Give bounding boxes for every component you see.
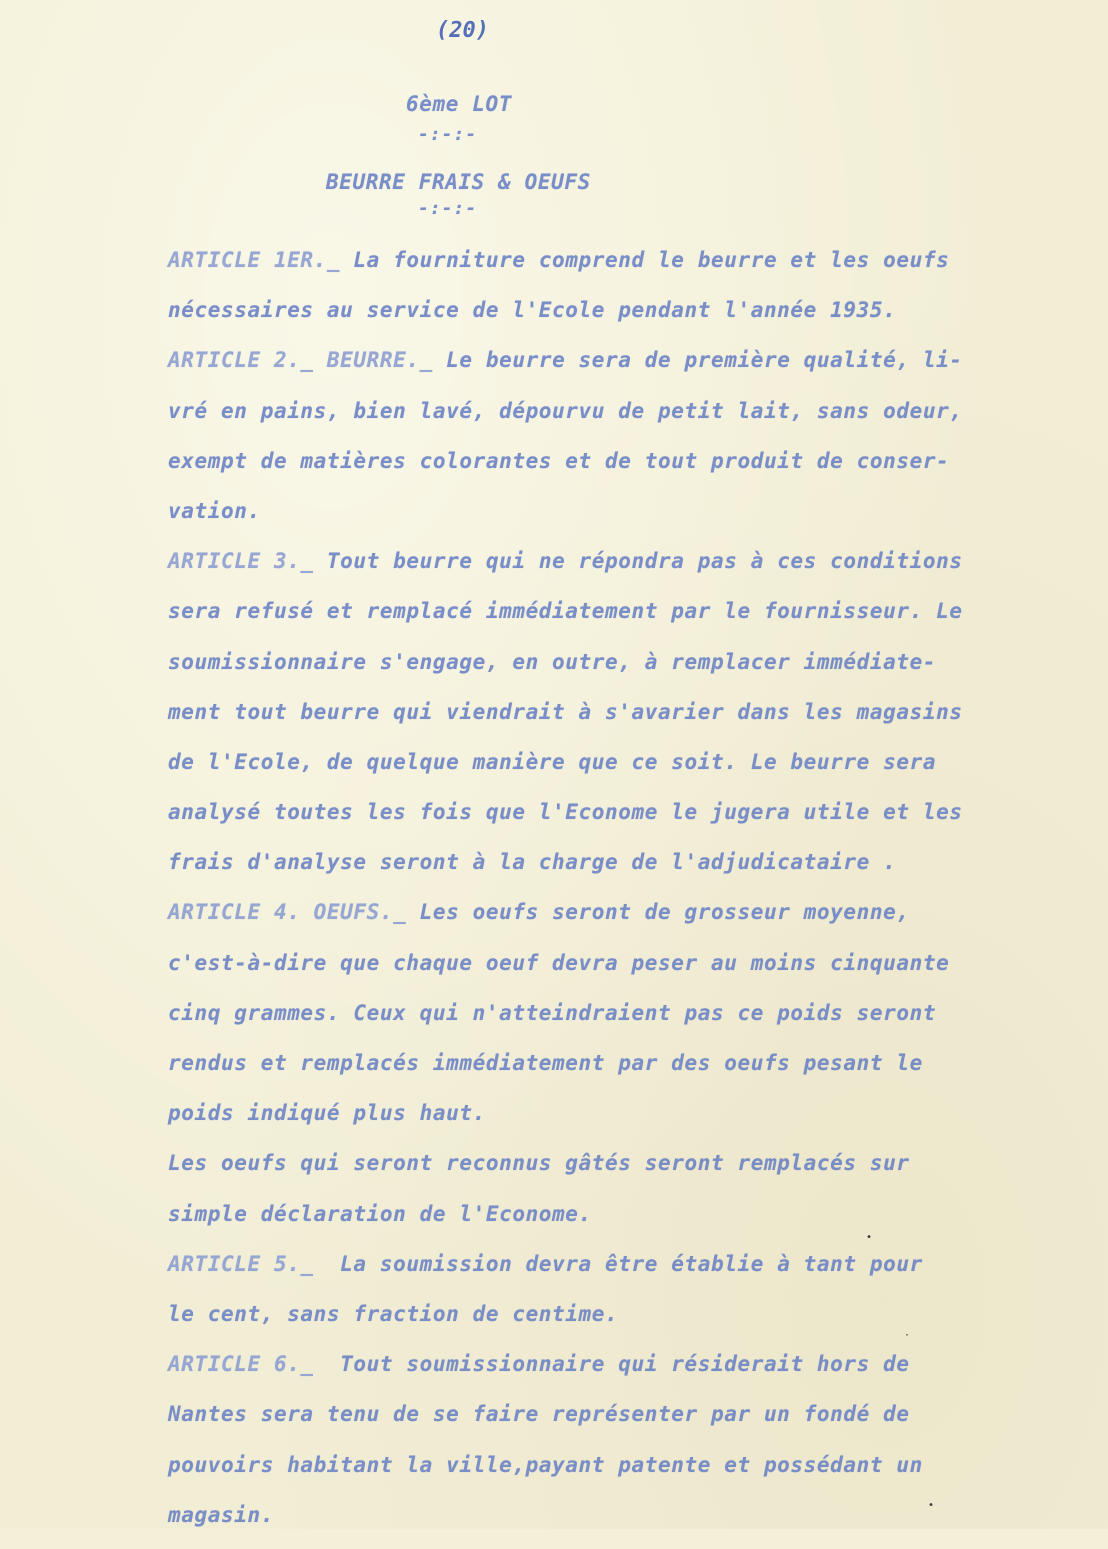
ornament-divider: -:-:- [418, 124, 478, 145]
text-line [168, 846, 1104, 896]
ornament-divider: -:-:- [418, 198, 478, 219]
document-body [168, 244, 1104, 1549]
line-text: Nantes sera tenu de se faire représenter par un fondé de [168, 1402, 910, 1427]
text-line [168, 896, 1104, 946]
text-line [168, 395, 1104, 445]
article-label: ARTICLE 2._ BEURRE._ [168, 348, 433, 373]
line-text: vré en pains, bien lavé, dépourvu de petit lait, sans odeur, [168, 398, 963, 423]
text-line [168, 696, 1104, 746]
line-text: soumissionnaire s'engage, en outre, à remplacer immédiate- [168, 649, 937, 674]
article-label: ARTICLE 4. OEUFS._ [168, 900, 407, 925]
article-label: ARTICLE 1ER._ [168, 248, 341, 272]
line-text: ment tout beurre qui viendrait à s'avarier dans les magasins [168, 699, 963, 724]
article-label: ARTICLE 6._ [168, 1352, 314, 1377]
line-text: Le beurre sera de première qualité, li- [432, 348, 963, 373]
line-text: Tout beurre qui ne répondra pas à ces conditions [313, 549, 963, 574]
ink-speck: • [928, 1500, 935, 1511]
text-line [168, 344, 1104, 394]
page-number: (20) [436, 18, 489, 43]
text-line [168, 495, 1104, 545]
section-title: BEURRE FRAIS & OEUFS [326, 170, 591, 194]
text-line [168, 1499, 1104, 1549]
line-text: c'est-à-dire que chaque oeuf devra peser au moins cinquante [168, 950, 950, 975]
text-line [168, 1449, 1104, 1499]
text-line [168, 947, 1104, 997]
text-line [168, 1097, 1104, 1147]
text-line [168, 545, 1104, 595]
line-text: rendus et remplacés immédiatement par des oeufs pesant le [168, 1051, 923, 1075]
line-text: poids indiqué plus haut. [168, 1101, 486, 1126]
text-line [168, 1298, 1104, 1348]
text-line [168, 1248, 1104, 1298]
line-text: sera refusé et remplacé immédiatement par le fournisseur. Le [168, 599, 963, 624]
line-text: nécessaires au service de l'Ecole pendant l'année 1935. [168, 298, 897, 323]
line-text: Tout soumissionnaire qui résiderait hors de [313, 1352, 910, 1377]
line-text: analysé toutes les fois que l'Econome le jugera utile et les [168, 800, 963, 825]
line-text: vation. [168, 498, 261, 523]
line-text: La fourniture comprend le beurre et les oeufs [340, 248, 950, 272]
article-label: ARTICLE 3._ [168, 549, 314, 574]
line-text: frais d'analyse seront à la charge de l'adjudicataire . [168, 850, 897, 875]
line-text: La soumission devra être établie à tant pour [313, 1251, 923, 1276]
text-line [168, 796, 1104, 846]
line-text: pouvoirs habitant la ville,payant patente et possédant un [168, 1452, 923, 1477]
text-line [168, 1398, 1104, 1448]
text-line [168, 595, 1104, 645]
text-line [168, 1198, 1104, 1248]
text-line [168, 244, 1104, 294]
line-text: Les oeufs seront de grosseur moyenne, [406, 900, 910, 925]
text-line [168, 997, 1104, 1047]
line-text: exempt de matières colorantes et de tout produit de conser- [168, 448, 950, 473]
text-line [168, 1348, 1104, 1398]
text-line [168, 445, 1104, 495]
text-line [168, 294, 1104, 344]
line-text: simple déclaration de l'Econome. [168, 1201, 592, 1226]
text-line [168, 746, 1104, 796]
line-text: de l'Ecole, de quelque manière que ce soit. Le beurre sera [168, 749, 937, 774]
text-line [168, 1147, 1104, 1197]
line-text: magasin. [168, 1502, 274, 1527]
text-line [168, 646, 1104, 696]
ink-speck: · [904, 1330, 911, 1341]
line-text: cinq grammes. Ceux qui n'atteindraient pas ce poids seront [168, 1000, 937, 1025]
ink-speck: • [866, 1232, 873, 1243]
text-line [168, 1047, 1104, 1097]
lot-heading: 6ème LOT [406, 92, 512, 116]
line-text: Les oeufs qui seront reconnus gâtés seront remplacés sur [168, 1151, 910, 1176]
line-text: le cent, sans fraction de centime. [168, 1301, 619, 1326]
article-label: ARTICLE 5._ [168, 1251, 314, 1276]
